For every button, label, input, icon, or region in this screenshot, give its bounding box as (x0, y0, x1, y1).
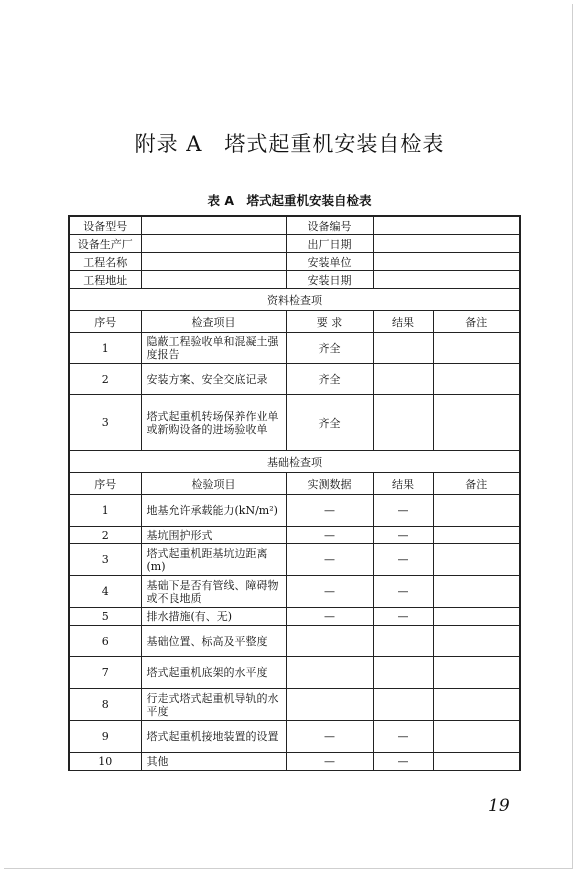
check-item: 基坑围护形式 (141, 527, 286, 544)
col-header-note: 备注 (433, 311, 520, 333)
table-row (69, 544, 520, 576)
table-row (69, 333, 520, 364)
note-cell[interactable] (433, 721, 520, 753)
table-row (69, 626, 520, 657)
note-cell[interactable] (433, 495, 520, 527)
col-header-no: 序号 (69, 473, 141, 495)
table-row (69, 576, 520, 608)
info-value-field[interactable] (141, 235, 286, 253)
check-item: 基础位置、标高及平整度 (141, 626, 286, 657)
info-label: 安装日期 (286, 271, 373, 289)
result-cell[interactable]: — (373, 495, 433, 527)
note-cell[interactable] (433, 689, 520, 721)
column-header-row (69, 311, 520, 333)
measured-data[interactable]: — (286, 753, 373, 771)
note-cell[interactable] (433, 544, 520, 576)
result-cell[interactable]: — (373, 544, 433, 576)
check-item: 排水措施(有、无) (141, 608, 286, 626)
page-number: 19 (488, 796, 510, 816)
col-header-measured: 实测数据 (286, 473, 373, 495)
col-header-result: 结果 (373, 311, 433, 333)
note-cell[interactable] (433, 527, 520, 544)
note-cell[interactable] (433, 753, 520, 771)
note-cell[interactable] (433, 364, 520, 395)
check-item: 塔式起重机底架的水平度 (141, 657, 286, 689)
table-row (69, 657, 520, 689)
info-label: 设备型号 (69, 216, 141, 235)
col-header-note: 备注 (433, 473, 520, 495)
result-cell[interactable]: — (373, 608, 433, 626)
check-item: 其他 (141, 753, 286, 771)
info-value-field[interactable] (141, 216, 286, 235)
info-row (69, 216, 520, 235)
info-row (69, 253, 520, 271)
check-item: 地基允许承载能力(kN/m²) (141, 495, 286, 527)
column-header-row (69, 473, 520, 495)
info-value-field[interactable] (373, 235, 520, 253)
note-cell[interactable] (433, 657, 520, 689)
info-value-field[interactable] (141, 271, 286, 289)
doc-section-title: 资料检查项 (69, 289, 520, 311)
row-number: 10 (69, 753, 141, 771)
info-row (69, 235, 520, 253)
row-number: 3 (69, 544, 141, 576)
table-row (69, 364, 520, 395)
check-item: 塔式起重机距基坑边距离(m) (141, 544, 286, 576)
measured-data[interactable]: — (286, 527, 373, 544)
row-number: 4 (69, 576, 141, 608)
result-cell[interactable] (373, 689, 433, 721)
result-cell[interactable]: — (373, 753, 433, 771)
result-cell[interactable]: — (373, 576, 433, 608)
appendix-title: 附录 A 塔式起重机安装自检表 (134, 132, 445, 156)
table-row (69, 753, 520, 771)
measured-data[interactable] (286, 689, 373, 721)
result-cell[interactable] (373, 364, 433, 395)
row-number: 7 (69, 657, 141, 689)
table-row (69, 527, 520, 544)
measured-data[interactable] (286, 626, 373, 657)
info-row (69, 271, 520, 289)
foundation-section-title: 基础检查项 (69, 451, 520, 473)
info-value-field[interactable] (373, 253, 520, 271)
measured-data[interactable]: — (286, 608, 373, 626)
note-cell[interactable] (433, 608, 520, 626)
row-number: 2 (69, 364, 141, 395)
col-header-requirement: 要 求 (286, 311, 373, 333)
result-cell[interactable] (373, 333, 433, 364)
row-number: 6 (69, 626, 141, 657)
measured-data[interactable] (286, 657, 373, 689)
check-item: 塔式起重机转场保养作业单或新购设备的进场验收单 (141, 395, 286, 451)
info-label: 工程地址 (69, 271, 141, 289)
check-item: 隐蔽工程验收单和混凝土强度报告 (141, 333, 286, 364)
note-cell[interactable] (433, 395, 520, 451)
requirement: 齐全 (286, 333, 373, 364)
info-value-field[interactable] (373, 216, 520, 235)
note-cell[interactable] (433, 333, 520, 364)
row-number: 5 (69, 608, 141, 626)
col-header-result: 结果 (373, 473, 433, 495)
result-cell[interactable]: — (373, 527, 433, 544)
result-cell[interactable] (373, 626, 433, 657)
check-item: 塔式起重机接地装置的设置 (141, 721, 286, 753)
measured-data[interactable]: — (286, 576, 373, 608)
table-row (69, 608, 520, 626)
row-number: 8 (69, 689, 141, 721)
info-label: 工程名称 (69, 253, 141, 271)
info-label: 出厂日期 (286, 235, 373, 253)
requirement: 齐全 (286, 395, 373, 451)
check-item: 基础下是否有管线、障碍物或不良地质 (141, 576, 286, 608)
measured-data[interactable]: — (286, 495, 373, 527)
check-item: 行走式塔式起重机导轨的水平度 (141, 689, 286, 721)
table-row (69, 395, 520, 451)
row-number: 9 (69, 721, 141, 753)
col-header-item: 检查项目 (141, 311, 286, 333)
table-caption: 表 A 塔式起重机安装自检表 (207, 193, 372, 208)
note-cell[interactable] (433, 626, 520, 657)
col-header-no: 序号 (69, 311, 141, 333)
info-value-field[interactable] (141, 253, 286, 271)
row-number: 3 (69, 395, 141, 451)
table-row (69, 689, 520, 721)
col-header-item: 检验项目 (141, 473, 286, 495)
row-number: 2 (69, 527, 141, 544)
section-header-row (69, 289, 520, 311)
measured-data[interactable]: — (286, 721, 373, 753)
table-row (69, 495, 520, 527)
table-row (69, 721, 520, 753)
info-label: 设备编号 (286, 216, 373, 235)
result-cell[interactable] (373, 657, 433, 689)
note-cell[interactable] (433, 576, 520, 608)
row-number: 1 (69, 495, 141, 527)
section-header-row (69, 451, 520, 473)
self-check-table (68, 215, 521, 771)
row-number: 1 (69, 333, 141, 364)
check-item: 安装方案、安全交底记录 (141, 364, 286, 395)
info-value-field[interactable] (373, 271, 520, 289)
info-label: 设备生产厂 (69, 235, 141, 253)
info-label: 安装单位 (286, 253, 373, 271)
result-cell[interactable] (373, 395, 433, 451)
measured-data[interactable]: — (286, 544, 373, 576)
requirement: 齐全 (286, 364, 373, 395)
result-cell[interactable]: — (373, 721, 433, 753)
